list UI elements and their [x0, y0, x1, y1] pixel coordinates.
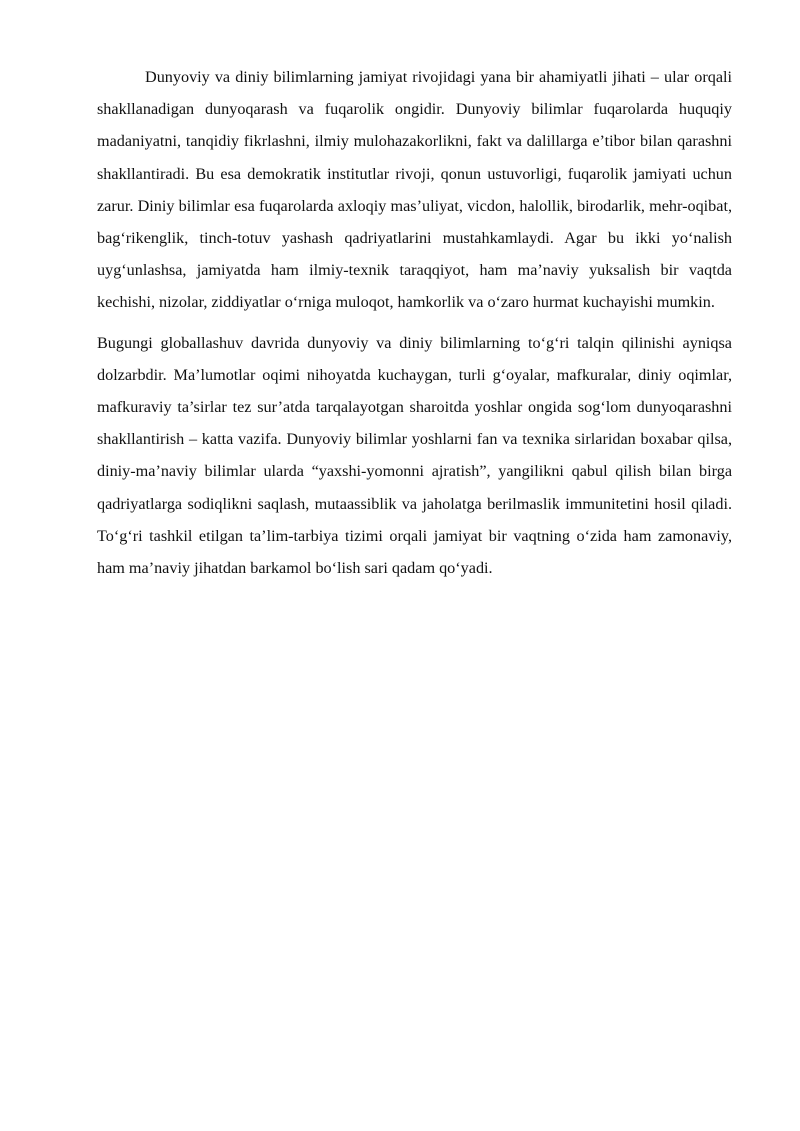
- document-body: [97, 61, 732, 592]
- paragraph-1: Dunyoviy va diniy bilimlarning jamiyat rivojidagi yana bir ahamiyatli jihati – ular orqali shakllanadigan dunyoqarash va fuqarolik ongidir. Dunyoviy bilimlar fuqarolarda huquqiy madaniyatni, tanqidiy fikrlashni, ilmiy mulohazakorlikni, fakt va dalillarga e’tibor bilan qarashni shakllantiradi. Bu esa demokratik institutlar rivoji, qonun ustuvorligi, fuqarolik jamiyati uchun zarur. Diniy bilimlar esa fuqarolarda axloqiy mas’uliyat, vicdon, halollik, birodarlik, mehr-oqibat, bag‘rikenglik, tinch-totuv yashash qadriyatlarini mustahkamlaydi. Agar bu ikki yo‘nalish uyg‘unlashsa, jamiyatda ham ilmiy-texnik taraqqiyot, ham ma’naviy yuksalish bir vaqtda kechishi, nizolar, ziddiyatlar o‘rniga muloqot, hamkorlik va o‘zaro hurmat kuchayishi mumkin.: [97, 68, 732, 312]
- paragraph-2: Bugungi globallashuv davrida dunyoviy va diniy bilimlarning to‘g‘ri talqin qilinishi ayniqsa dolzarbdir. Ma’lumotlar oqimi nihoyatda kuchaygan, turli g‘oyalar, mafkuralar, diniy oqimlar, mafkuraviy ta’sirlar tez sur’atda tarqalayotgan sharoitda yoshlar ongida sog‘lom dunyoqarashni shakllantirish – katta vazifa. Dunyoviy bilimlar yoshlarni fan va texnika sirlaridan boxabar qilsa, diniy-ma’naviy bilimlar ularda “yaxshi-yomonni ajratish”, yangilikni qabul qilish bilan birga qadriyatlarga sodiqlikni saqlash, mutaassiblik va jaholatga berilmaslik immunitetini hosil qiladi. To‘g‘ri tashkil etilgan ta’lim-tarbiya tizimi orqali jamiyat bir vaqtning o‘zida ham zamonaviy, ham ma’naviy jihatdan barkamol bo‘lish sari qadam qo‘yadi.: [97, 333, 732, 578]
